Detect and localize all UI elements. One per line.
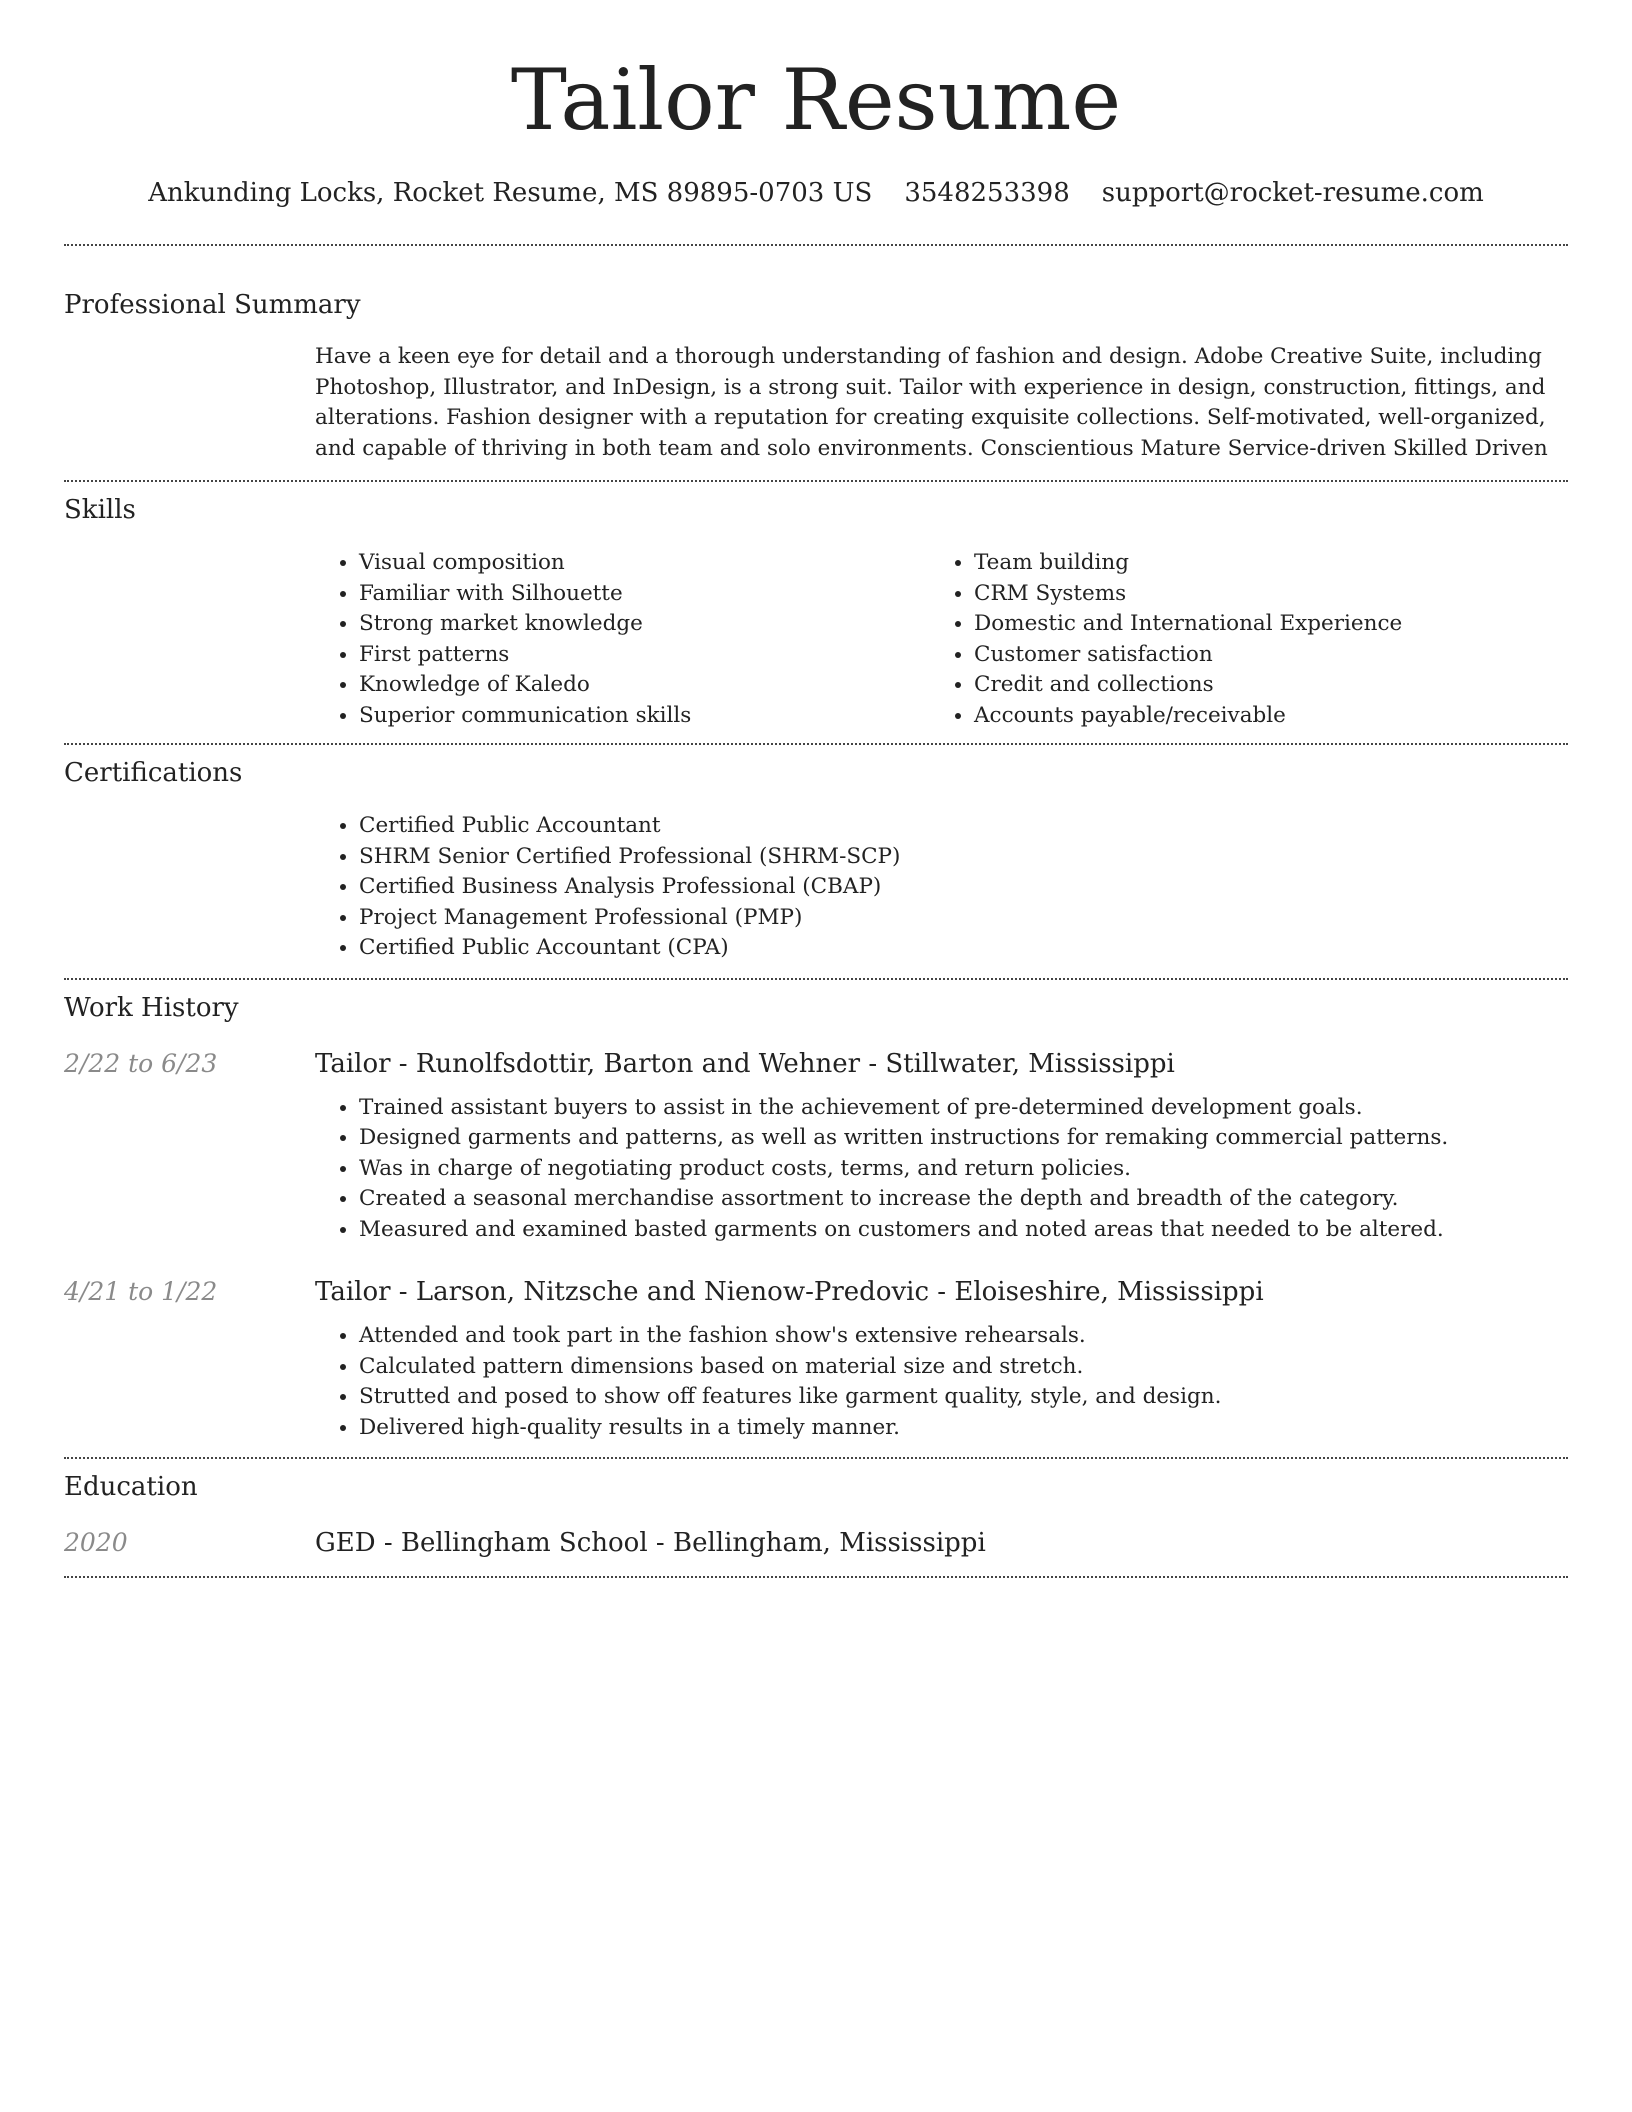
education-year: 2020: [64, 1528, 128, 1557]
skill-item: • Familiar with Silhouette: [359, 579, 930, 610]
job-entry: [64, 1275, 1568, 1457]
work-history-section: [64, 980, 1568, 1458]
skills-list-left: [315, 548, 930, 731]
certification-item: • Certified Public Accountant: [359, 811, 1568, 842]
section-title-certifications: Certifications: [64, 758, 243, 788]
certification-item: • Certified Business Analysis Professional (CBAP): [359, 872, 1568, 903]
section-title-work-history: Work History: [64, 992, 239, 1023]
skill-item: • Visual composition: [359, 548, 930, 579]
job-bullet: • Designed garments and patterns, as well as written instructions for remaking commercial patterns.: [359, 1123, 1568, 1154]
skills-list-right: [930, 548, 1545, 731]
section-title-skills: Skills: [64, 495, 136, 525]
certifications-list: [315, 811, 1568, 964]
skill-item: • Strong market knowledge: [359, 609, 930, 640]
job-duties: [315, 1321, 1568, 1457]
skill-item: • Domestic and International Experience: [974, 609, 1545, 640]
skills-section: [64, 482, 1568, 743]
job-dates: 4/21 to 1/22: [64, 1277, 218, 1306]
job-duties: [315, 1093, 1568, 1246]
skill-item: • Accounts payable/receivable: [974, 701, 1545, 732]
certifications-content: [315, 811, 1568, 978]
job-bullet: • Attended and took part in the fashion show's extensive rehearsals.: [359, 1321, 1568, 1352]
job-title: Tailor - Runolfsdottir, Barton and Wehner - Stillwater, Mississippi: [315, 1048, 1175, 1079]
contact-email: support@rocket-resume.com: [1101, 178, 1484, 208]
job-header: [64, 1275, 1568, 1309]
education-entry: [64, 1526, 1568, 1576]
job-bullet-list: [315, 1321, 1568, 1443]
resume-page: [64, 0, 1568, 1578]
skills-column-right: [930, 548, 1545, 731]
contact-phone: 3548253398: [904, 178, 1070, 208]
skill-item: • First patterns: [359, 640, 930, 671]
certification-item: • Certified Public Accountant (CPA): [359, 933, 1568, 964]
skill-item: • Credit and collections: [974, 670, 1545, 701]
education-section: [64, 1459, 1568, 1576]
skill-item: • Customer satisfaction: [974, 640, 1545, 671]
certification-item: • Project Management Professional (PMP): [359, 903, 1568, 934]
section-title-summary: Professional Summary: [64, 290, 361, 320]
education-degree: GED - Bellingham School - Bellingham, Mississippi: [315, 1528, 986, 1558]
summary-content: [315, 342, 1568, 480]
certification-item: • SHRM Senior Certified Professional (SHRM-SCP): [359, 842, 1568, 873]
certifications-section: [64, 745, 1568, 978]
job-header: [64, 1047, 1568, 1081]
job-bullet: • Delivered high-quality results in a timely manner.: [359, 1413, 1568, 1444]
job-bullet: • Created a seasonal merchandise assortment to increase the depth and breadth of the category.: [359, 1184, 1568, 1215]
skills-column-left: [315, 548, 930, 731]
skills-content: [315, 548, 1568, 743]
job-bullet: • Strutted and posed to show off features like garment quality, style, and design.: [359, 1382, 1568, 1413]
summary-text: Have a keen eye for detail and a thorough understanding of fashion and design. Adobe Creative Suite, including Photoshop, Illustrator, and InDesign, is a strong suit. Tailor with experience in design, construction, fittings, and alterations. Fashion designer with a reputation for creating exquisite collections. Self-motivated, well-organized, and capable of thriving in both team and solo environments. Conscientious Mature Service-driven Skilled Driven: [315, 344, 1548, 461]
contact-address: Ankunding Locks, Rocket Resume, MS 89895-0703 US: [148, 178, 873, 208]
contact-line: [64, 176, 1568, 210]
resume-name: Tailor Resume: [510, 51, 1122, 149]
job-bullet: • Calculated pattern dimensions based on material size and stretch.: [359, 1352, 1568, 1383]
skill-item: • Knowledge of Kaledo: [359, 670, 930, 701]
job-entry: [64, 1047, 1568, 1246]
skill-item: • Superior communication skills: [359, 701, 930, 732]
job-dates: 2/22 to 6/23: [64, 1048, 218, 1078]
divider: [64, 1576, 1568, 1578]
job-bullet: • Measured and examined basted garments on customers and noted areas that needed to be altered.: [359, 1215, 1568, 1246]
skill-item: • CRM Systems: [974, 579, 1545, 610]
skill-item: • Team building: [974, 548, 1545, 579]
job-bullet-list: [315, 1093, 1568, 1246]
job-title: Tailor - Larson, Nitzsche and Nienow-Predovic - Eloiseshire, Mississippi: [315, 1277, 1264, 1307]
section-title-education: Education: [64, 1472, 198, 1502]
job-bullet: • Trained assistant buyers to assist in the achievement of pre-determined development goals.: [359, 1093, 1568, 1124]
job-bullet: • Was in charge of negotiating product costs, terms, and return policies.: [359, 1154, 1568, 1185]
summary-section: [64, 246, 1568, 480]
